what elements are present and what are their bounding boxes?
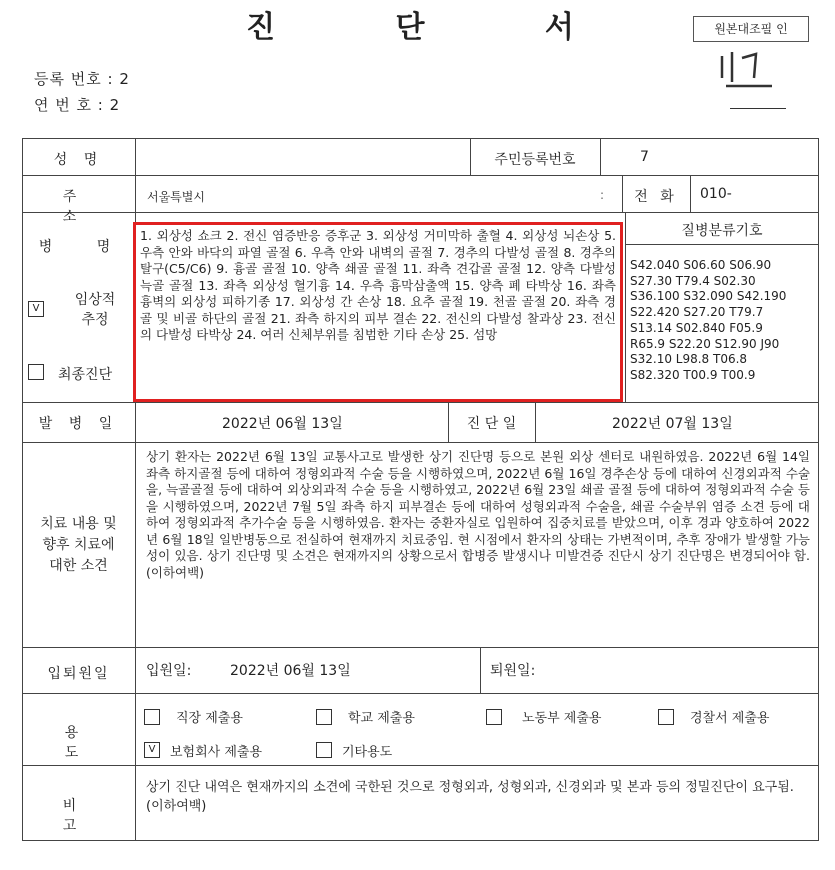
usage-checkbox-school[interactable] (316, 709, 332, 725)
usage-option-insurance: 보험회사 제출용 (170, 745, 263, 760)
clinical-checkbox[interactable]: V (28, 301, 44, 317)
phone-value: 010- (700, 186, 732, 202)
disease-code-row: S22.420 S27.20 T79.7 (630, 305, 764, 320)
stamp-frame-line (730, 108, 786, 109)
address-label: 주 소 (62, 189, 107, 225)
usage-checkbox-police[interactable] (658, 709, 674, 725)
rrn-value: 7 (640, 149, 649, 165)
disease-codes-list (630, 258, 816, 384)
clinical-label: 임상적 추정 (74, 292, 116, 328)
stamp-mark (716, 48, 776, 88)
usage-option-labor: 노동부 제출용 (522, 711, 602, 726)
disease-code-row: S36.100 S32.090 S42.190 (630, 289, 787, 304)
diagnosis-date-value: 2022년 07월 13일 (612, 416, 733, 432)
diagnosis-date-label: 진 단 일 (466, 416, 517, 432)
usage-option-police: 경찰서 제출용 (690, 711, 770, 726)
disease-list: 1. 외상성 쇼크 2. 전신 염증반응 증후군 3. 외상성 거미막하 출혈 4. 외상성 뇌손상 5. 우측 안와 바닥의 파열 골절 6. 우측 안와 내벽의 골절 7. 경추의 다발성 골절 8. 경추의 탈구(C5/C6) 9. 흉골 골절 10. 양측 쇄골 골절 11. 좌측 견갑골 골절 12. 양측 다발성 늑골 골절 13. 좌측 외상성 혈기흉 14. 우측 흉막삼출액 15. 양측 폐 타박상 16. 좌측 흉벽의 외상성 피하기종 17. 외상성 간 손상 18. 요추 골절 19. 천골 골절 20. 좌측 경골 및 비골 하단의 골절 21. 좌측 하지의 피부 결손 22. 전신의 다발성 찰과상 23. 전신의 다발성 타박상 24. 여러 신체부위를 침범한 기타 손상 25. 섬망 (140, 228, 616, 342)
usage-option-school: 학교 제출용 (348, 711, 415, 726)
final-label: 최종진단 (58, 367, 113, 383)
admit-label: 입원일: (146, 663, 192, 679)
address-colon: : (600, 188, 605, 202)
treatment-label: 치료 내용 및 향후 치료에 대한 소견 (40, 516, 117, 574)
onset-label: 발 병 일 (38, 416, 119, 432)
usage-checkbox-labor[interactable] (486, 709, 502, 725)
usage-checkbox-other[interactable] (316, 742, 332, 758)
document-title: 진 단 서 (246, 10, 629, 45)
usage-label: 용 도 (64, 725, 105, 761)
disease-code-row: S32.10 L98.8 T06.8 (630, 352, 748, 367)
address-value: 서울특별시 (147, 190, 205, 204)
usage-checkbox-work[interactable] (144, 709, 160, 725)
disease-code-row: S13.14 S02.840 F05.9 (630, 320, 763, 335)
disease-code-row: S42.040 S06.60 S06.90 (630, 258, 772, 272)
admit-date: 2022년 06월 13일 (230, 663, 351, 679)
discharge-label: 퇴원일: (490, 663, 536, 679)
usage-checkbox-insurance[interactable]: V (144, 742, 160, 758)
registration-number: 등록 번호 : 2 (34, 70, 130, 88)
disease-code-row: S82.320 T00.9 T00.9 (630, 367, 756, 382)
phone-label: 전 화 (634, 189, 678, 205)
disease-code-row: R65.9 S22.20 S12.90 J90 (630, 336, 780, 351)
certified-copy-stamp: 원본대조필 인 (693, 16, 809, 42)
name-label: 성 명 (53, 152, 104, 168)
disease-label: 병 명 (38, 239, 131, 255)
treatment-opinion: 상기 환자는 2022년 6월 13일 교통사고로 발생한 상기 진단명 등으로 본원 외상 센터로 내원하였음. 2022년 6월 14일 좌측 하지골절 등에 대하여 정형외과적 수술 등을 시행하였으며, 2022년 6월 16일 경추손상 등에 대하여 신경외과적 수술을, 늑골골절 등에 대하여 외상외과적 수술 등을 시행하였고, 2022년 6월 23일 쇄골 골절 등에 대하여 정형외과적 수술 등을 시행하였으며, 2022년 7월 5일 좌측 하지 피부결손 등에 대하여 성형외과적 수술을, 쇄골 수술부위 염증 소견 등에 대하여 정형외과적 추가수술 등을 시행하였음. 환자는 중환자실로 입원하여 집중치료를 받았으며, 이후 경과 양호하여 2022년 6월 18일 일반병동으로 전실하여 현재까지 치료중임. 현 시점에서 환자의 상태는 가변적이며, 추후 장애가 발생할 가능성이 있음. 상기 진단명 및 소견은 현재까지의 상황으로서 합병증 발생시나 미발견증 진단시 상기 진단명은 변경되어야 함. (이하여백) (146, 449, 810, 580)
usage-option-work: 직장 제출용 (176, 711, 243, 726)
onset-value: 2022년 06월 13일 (222, 416, 343, 432)
serial-number: 연 번 호 : 2 (34, 96, 121, 114)
disease-code-row: S27.30 T79.4 S02.30 (630, 273, 756, 288)
disease-codes-label: 질병분류기호 (681, 223, 763, 239)
remarks-label: 비 고 (62, 798, 107, 834)
admission-label: 입퇴원일 (47, 666, 110, 682)
usage-option-other: 기타용도 (342, 745, 393, 760)
remarks-text: 상기 진단 내역은 현재까지의 소견에 국한된 것으로 정형외과, 성형외과, 신경외과 및 본과 등의 정밀진단이 요구됨. (이하여백) (146, 780, 794, 814)
rrn-label: 주민등록번호 (494, 152, 576, 168)
final-checkbox[interactable] (28, 364, 44, 380)
